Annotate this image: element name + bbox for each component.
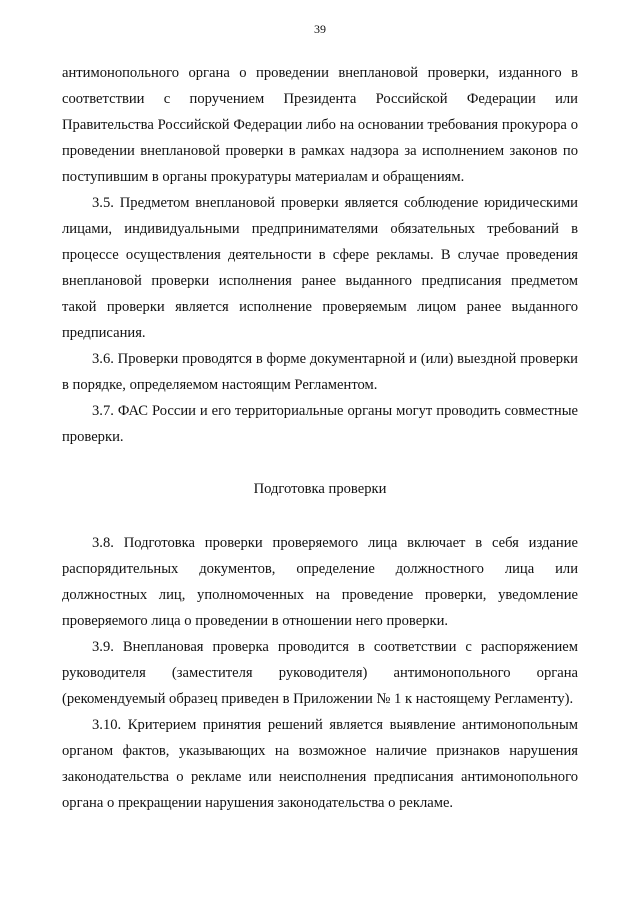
document-body xyxy=(62,60,578,816)
paragraph-3-8: 3.8. Подготовка проверки проверяемого лица включает в себя издание распорядительных документов, определение должностного лица или должностных лиц, уполномоченных на проведение проверки, уведомление проверяемого лица о проведении в отношении него проверки. xyxy=(62,535,578,629)
paragraph-continuation: антимонопольного органа о проведении внеплановой проверки, изданного в соответствии с поручением Президента Российской Федерации или Правительства Российской Федерации либо на основании требования прокурора о проведении внеплановой проверки в рамках надзора за исполнением законов по поступившим в органы прокуратуры материалам и обращениям. xyxy=(62,65,578,185)
paragraph-3-9: 3.9. Внеплановая проверка проводится в соответствии с распоряжением руководителя (заместителя руководителя) антимонопольного органа (рекомендуемый образец приведен в Приложении № 1 к настоящему Регламенту). xyxy=(62,639,578,707)
paragraph-3-10: 3.10. Критерием принятия решений является выявление антимонопольным органом фактов, указывающих на возможное наличие признаков нарушения законодательства о рекламе или неисполнения предписания антимонопольного органа о прекращении нарушения законодательства о рекламе. xyxy=(62,717,578,811)
paragraph-3-7: 3.7. ФАС России и его территориальные органы могут проводить совместные проверки. xyxy=(62,403,578,445)
paragraph-3-6: 3.6. Проверки проводятся в форме документарной и (или) выездной проверки в порядке, определяемом настоящим Регламентом. xyxy=(62,351,578,393)
page-number: 39 xyxy=(314,22,326,36)
section-heading: Подготовка проверки xyxy=(253,481,387,497)
paragraph-3-5: 3.5. Предметом внеплановой проверки является соблюдение юридическими лицами, индивидуальными предпринимателями обязательных требований в процессе осуществления деятельности в сфере рекламы. В случае проведения внеплановой проверки исполнения ранее выданного предписания предметом такой проверки является исполнение проверяемым лицом ранее выданного предписания. xyxy=(62,195,578,341)
